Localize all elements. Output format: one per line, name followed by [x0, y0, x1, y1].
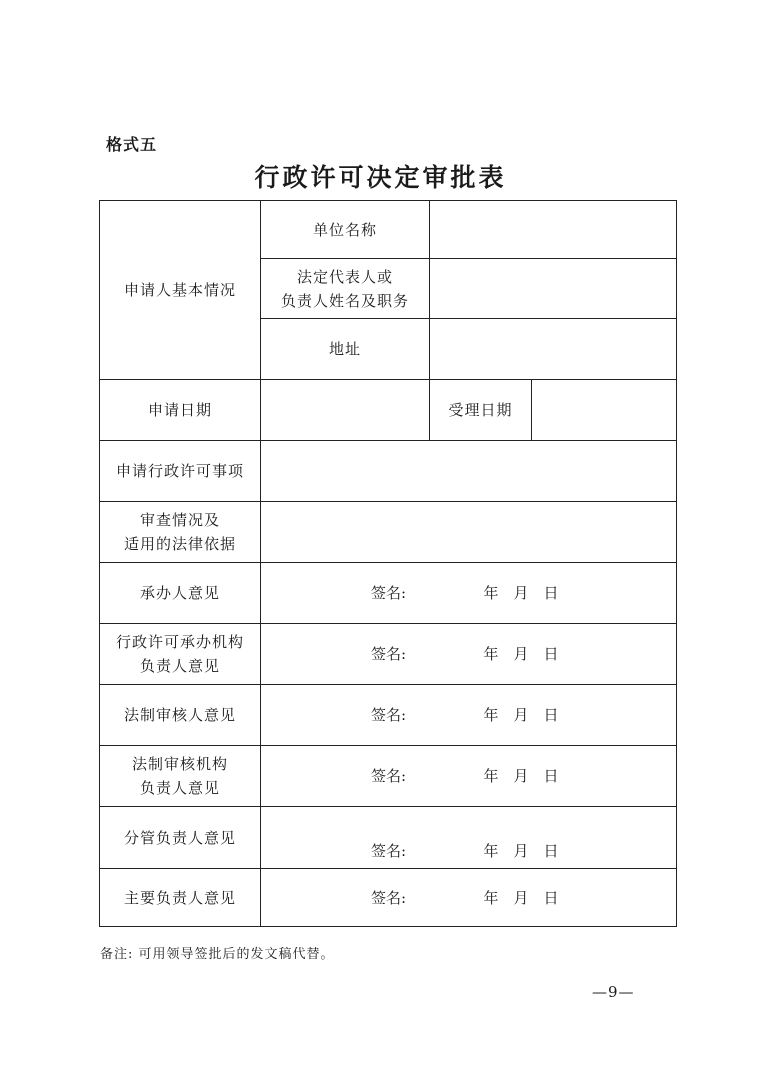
- acceptance-date-field[interactable]: [532, 380, 677, 441]
- signature-label: 签名:: [370, 841, 407, 860]
- table-row: [100, 563, 677, 624]
- deputy-head-opinion-field[interactable]: [261, 807, 677, 869]
- opinion-label-line1: 行政许可承办机构: [115, 633, 244, 651]
- legal-review-office-head-opinion-label: [100, 746, 261, 807]
- signature-line: [265, 703, 672, 727]
- signature-label: 签名:: [370, 645, 407, 663]
- table-row: [100, 441, 677, 502]
- principal-head-opinion-label: [100, 869, 261, 927]
- review-basis-label-line1: 审查情况及: [139, 511, 220, 529]
- signature-line: [265, 642, 672, 666]
- principal-head-opinion-field[interactable]: [261, 869, 677, 927]
- table-row: [100, 869, 677, 927]
- signature-line: [265, 886, 672, 910]
- signature-line: [265, 581, 672, 605]
- permit-office-head-opinion-field[interactable]: [261, 624, 677, 685]
- remark-note: 备注: 可用领导签批后的发文稿代替。: [100, 947, 335, 962]
- address-field[interactable]: [430, 319, 677, 380]
- month-label: 月: [513, 841, 529, 860]
- legal-representative-label: [261, 259, 430, 319]
- opinion-label-line2: 负责人意见: [139, 657, 220, 675]
- day-label: 日: [543, 767, 559, 785]
- permit-matter-field[interactable]: [261, 441, 677, 502]
- year-label: 年: [483, 706, 499, 724]
- day-label: 日: [543, 888, 559, 907]
- applicant-section-label: 申请人基本情况: [100, 201, 261, 380]
- review-basis-label-line2: 适用的法律依据: [123, 535, 236, 553]
- opinion-label-line2: 负责人意见: [139, 779, 220, 797]
- handler-opinion-field[interactable]: [261, 563, 677, 624]
- table-row: [100, 624, 677, 685]
- signature-label: 签名:: [370, 888, 407, 907]
- format-label: 格式五: [106, 135, 158, 154]
- legal-representative-label-line1: 法定代表人或: [296, 267, 393, 286]
- unit-name-field[interactable]: [430, 201, 677, 259]
- table-row: [100, 685, 677, 746]
- day-label: 日: [543, 584, 559, 602]
- legal-reviewer-opinion-label: [100, 685, 261, 746]
- year-label: 年: [483, 841, 499, 860]
- legal-representative-label-line2: 负责人姓名及职务: [280, 291, 409, 310]
- table-row: [100, 201, 677, 259]
- signature-label: 签名:: [370, 584, 407, 602]
- day-label: 日: [543, 841, 559, 860]
- unit-name-label: 单位名称: [261, 201, 430, 259]
- signature-label: 签名:: [370, 767, 407, 785]
- opinion-label-line1: 承办人意见: [139, 584, 220, 602]
- signature-line: [265, 839, 672, 863]
- opinion-label-line1: 分管负责人意见: [123, 828, 236, 847]
- table-row: [100, 380, 677, 441]
- opinion-label-line1: 法制审核人意见: [123, 706, 236, 724]
- opinion-label-line1: 主要负责人意见: [123, 888, 236, 907]
- application-date-field[interactable]: [261, 380, 430, 441]
- address-label: 地址: [261, 319, 430, 380]
- approval-form-table: [99, 200, 677, 927]
- handler-opinion-label: [100, 563, 261, 624]
- signature-label: 签名:: [370, 706, 407, 724]
- legal-representative-field[interactable]: [430, 259, 677, 319]
- year-label: 年: [483, 767, 499, 785]
- deputy-head-opinion-label: [100, 807, 261, 869]
- day-label: 日: [543, 706, 559, 724]
- month-label: 月: [513, 645, 529, 663]
- table-row: [100, 502, 677, 563]
- application-date-label: 申请日期: [100, 380, 261, 441]
- day-label: 日: [543, 645, 559, 663]
- month-label: 月: [513, 584, 529, 602]
- table-row: [100, 807, 677, 869]
- acceptance-date-label: 受理日期: [430, 380, 532, 441]
- document-title: 行政许可决定审批表: [254, 163, 507, 192]
- month-label: 月: [513, 767, 529, 785]
- review-basis-label: [100, 502, 261, 563]
- review-basis-field[interactable]: [261, 502, 677, 563]
- permit-office-head-opinion-label: [100, 624, 261, 685]
- legal-review-office-head-opinion-field[interactable]: [261, 746, 677, 807]
- opinion-label-line1: 法制审核机构: [131, 755, 228, 773]
- year-label: 年: [483, 645, 499, 663]
- page-number: —9—: [592, 983, 635, 1001]
- year-label: 年: [483, 584, 499, 602]
- permit-matter-label: 申请行政许可事项: [100, 441, 261, 502]
- legal-reviewer-opinion-field[interactable]: [261, 685, 677, 746]
- table-row: [100, 746, 677, 807]
- month-label: 月: [513, 706, 529, 724]
- month-label: 月: [513, 888, 529, 907]
- signature-line: [265, 764, 672, 788]
- year-label: 年: [483, 888, 499, 907]
